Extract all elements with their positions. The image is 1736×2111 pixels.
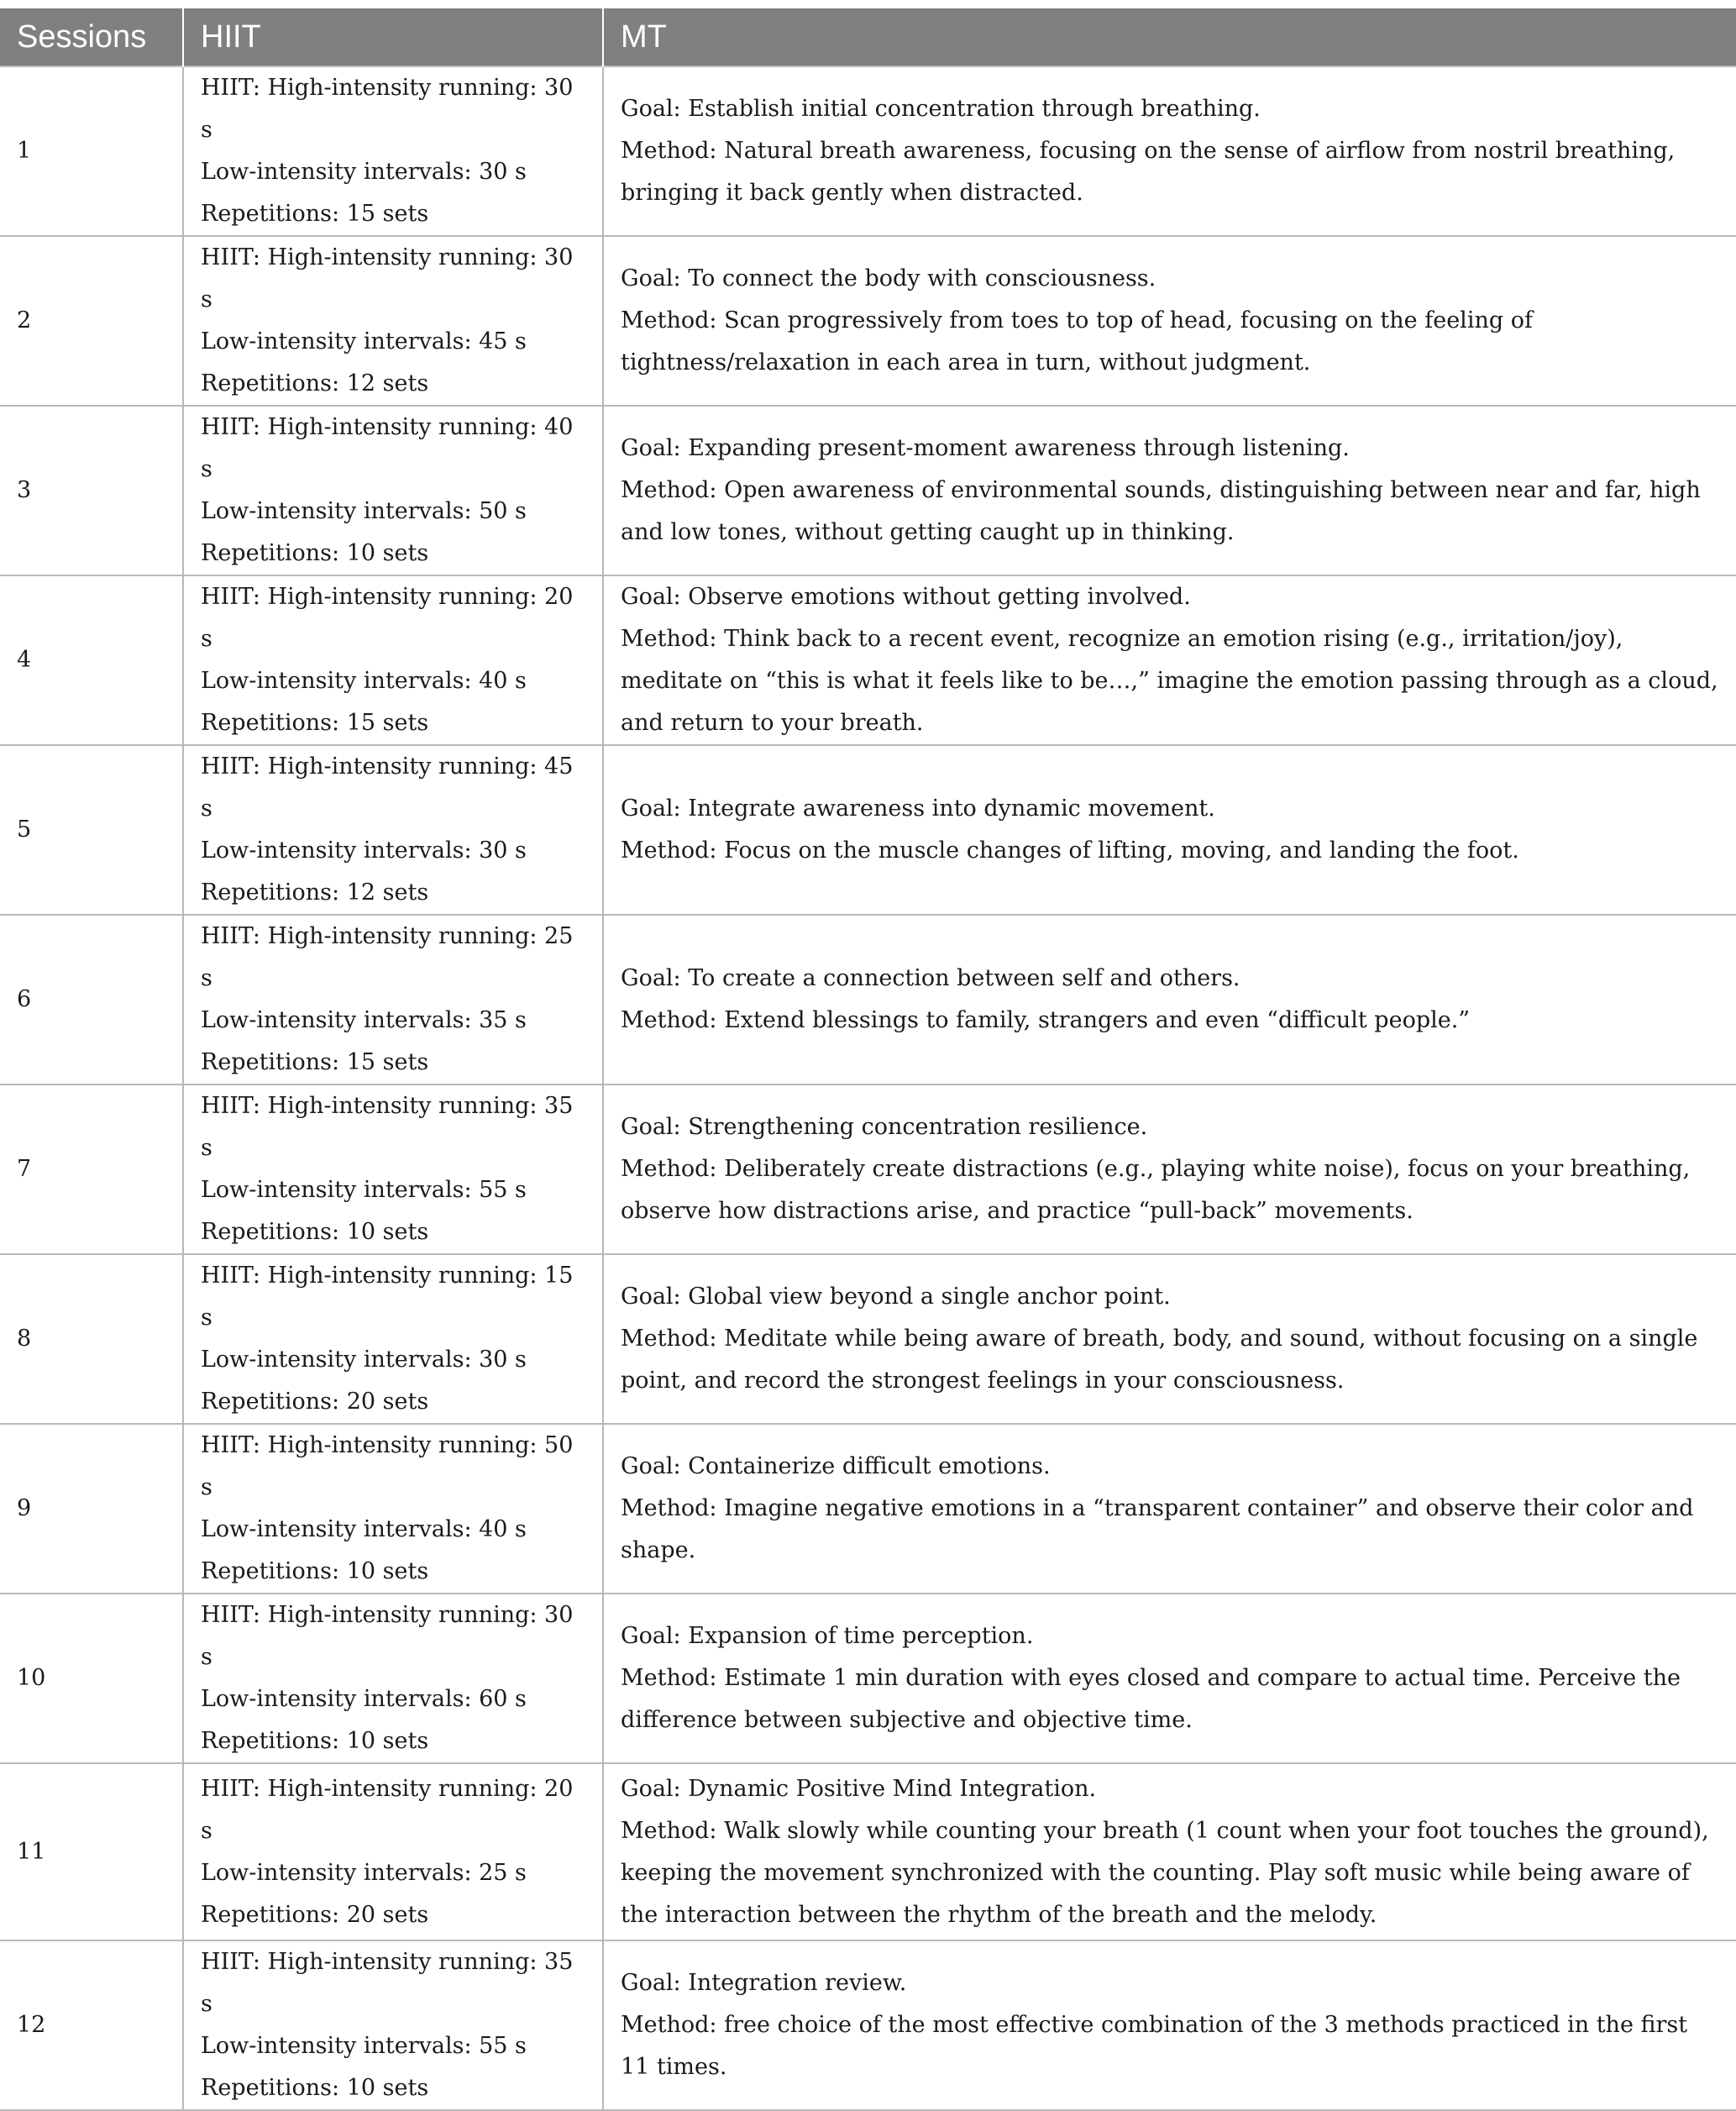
hiit-low-intensity: Low-intensity intervals: 35 s [201,1007,527,1033]
mt-goal: Goal: Expanding present-moment awareness through listening. [621,435,1350,461]
hiit-low-intensity: Low-intensity intervals: 30 s [201,1347,527,1373]
hiit-repetitions: Repetitions: 10 sets [201,1728,429,1754]
mt-cell [603,915,1736,1084]
hiit-low-intensity: Low-intensity intervals: 60 s [201,1686,527,1712]
session-number: 12 [0,1940,183,2110]
table-row [0,575,1736,745]
hiit-repetitions: Repetitions: 10 sets [201,1219,429,1245]
session-number: 5 [0,745,183,915]
hiit-low-intensity: Low-intensity intervals: 45 s [201,328,527,354]
mt-method: Method: Imagine negative emotions in a “transparent container” and observe their color and shape. [621,1495,1694,1563]
hiit-repetitions: Repetitions: 12 sets [201,880,429,906]
mt-goal: Goal: Establish initial concentration through breathing. [621,96,1261,122]
mt-cell [603,66,1736,236]
mt-method: Method: Focus on the muscle changes of lifting, moving, and landing the foot. [621,838,1519,864]
header-mt: MT [603,8,1736,66]
hiit-low-intensity: Low-intensity intervals: 55 s [201,1177,527,1203]
mt-goal: Goal: Containerize difficult emotions. [621,1453,1051,1479]
mt-cell [603,1594,1736,1763]
mt-method: Method: Meditate while being aware of breath, body, and sound, without focusing on a single point, and record the strongest feelings in your consciousness. [621,1326,1698,1394]
hiit-high-intensity: HIIT: High-intensity running: 50 s [201,1432,574,1500]
hiit-high-intensity: HIIT: High-intensity running: 35 s [201,1949,574,2017]
hiit-cell [183,1254,603,1424]
table-row [0,1424,1736,1594]
mt-cell [603,1763,1736,1940]
mt-method: Method: Open awareness of environmental sounds, distinguishing between near and far, high and low tones, without getting caught up in thinking. [621,477,1701,545]
hiit-high-intensity: HIIT: High-intensity running: 30 s [201,244,574,312]
mt-goal: Goal: Expansion of time perception. [621,1623,1034,1649]
mt-method: Method: Extend blessings to family, strangers and even “difficult people.” [621,1007,1471,1033]
mt-cell [603,1254,1736,1424]
hiit-repetitions: Repetitions: 15 sets [201,201,429,227]
hiit-cell [183,915,603,1084]
hiit-high-intensity: HIIT: High-intensity running: 45 s [201,754,574,822]
hiit-low-intensity: Low-intensity intervals: 40 s [201,668,527,694]
session-number: 2 [0,236,183,406]
hiit-low-intensity: Low-intensity intervals: 50 s [201,498,527,524]
hiit-repetitions: Repetitions: 20 sets [201,1389,429,1415]
table-row [0,1594,1736,1763]
hiit-high-intensity: HIIT: High-intensity running: 20 s [201,1775,574,1844]
hiit-high-intensity: HIIT: High-intensity running: 30 s [201,1602,574,1670]
header-hiit: HIIT [183,8,603,66]
session-number: 4 [0,575,183,745]
hiit-high-intensity: HIIT: High-intensity running: 35 s [201,1093,574,1161]
hiit-repetitions: Repetitions: 20 sets [201,1901,429,1928]
hiit-cell [183,236,603,406]
mt-goal: Goal: Dynamic Positive Mind Integration. [621,1775,1097,1802]
mt-goal: Goal: To create a connection between self and others. [621,965,1240,991]
hiit-low-intensity: Low-intensity intervals: 25 s [201,1859,527,1886]
session-number: 7 [0,1084,183,1254]
hiit-repetitions: Repetitions: 10 sets [201,540,429,566]
hiit-cell [183,1084,603,1254]
mt-method: Method: Deliberately create distractions (e.g., playing white noise), focus on your breathing, observe how distractions arise, and practice “pull-back” movements. [621,1156,1691,1224]
table-row [0,915,1736,1084]
table-row [0,1084,1736,1254]
mt-cell [603,1084,1736,1254]
mt-cell [603,575,1736,745]
mt-method: Method: Think back to a recent event, recognize an emotion rising (e.g., irritation/joy), meditate on “this is what it feels like to be…,” imagine the emotion passing through as a cloud, and return to your breath. [621,626,1718,736]
mt-goal: Goal: To connect the body with consciousness. [621,265,1156,291]
header-row [0,8,1736,66]
session-number: 11 [0,1763,183,1940]
mt-method: Method: Estimate 1 min duration with eyes closed and compare to actual time. Perceive the difference between subjective and objective time. [621,1665,1681,1733]
table-row [0,1763,1736,1940]
mt-goal: Goal: Integrate awareness into dynamic movement. [621,796,1215,822]
hiit-cell [183,745,603,915]
session-number: 9 [0,1424,183,1594]
hiit-high-intensity: HIIT: High-intensity running: 30 s [201,75,574,143]
header-sessions: Sessions [0,8,183,66]
hiit-cell [183,1940,603,2110]
mt-method: Method: Scan progressively from toes to top of head, focusing on the feeling of tightness/relaxation in each area in turn, without judgment. [621,307,1533,375]
table-row [0,236,1736,406]
mt-cell [603,1940,1736,2110]
hiit-cell [183,1424,603,1594]
hiit-cell [183,1763,603,1940]
session-number: 8 [0,1254,183,1424]
mt-cell [603,236,1736,406]
table-row [0,66,1736,236]
mt-method: Method: free choice of the most effective combination of the 3 methods practiced in the first 11 times. [621,2012,1688,2080]
hiit-repetitions: Repetitions: 12 sets [201,370,429,396]
table-row [0,1254,1736,1424]
mt-goal: Goal: Integration review. [621,1970,907,1996]
hiit-high-intensity: HIIT: High-intensity running: 15 s [201,1263,574,1331]
mt-cell [603,406,1736,575]
hiit-low-intensity: Low-intensity intervals: 30 s [201,159,527,185]
table-row [0,406,1736,575]
mt-method: Method: Natural breath awareness, focusing on the sense of airflow from nostril breathing, bringing it back gently when distracted. [621,138,1676,206]
mt-goal: Goal: Global view beyond a single anchor point. [621,1284,1171,1310]
hiit-low-intensity: Low-intensity intervals: 40 s [201,1516,527,1542]
table-row [0,1940,1736,2110]
hiit-cell [183,66,603,236]
session-number: 1 [0,66,183,236]
hiit-repetitions: Repetitions: 10 sets [201,1558,429,1584]
hiit-cell [183,575,603,745]
session-number: 10 [0,1594,183,1763]
session-number: 3 [0,406,183,575]
hiit-high-intensity: HIIT: High-intensity running: 40 s [201,414,574,482]
mt-method: Method: Walk slowly while counting your breath (1 count when your foot touches the ground), keeping the movement synchronized with the counting. Play soft music while being aware of the interaction between the rhythm of the breath and the melody. [621,1817,1709,1928]
hiit-cell [183,406,603,575]
mt-cell [603,1424,1736,1594]
hiit-repetitions: Repetitions: 15 sets [201,1049,429,1075]
mt-goal: Goal: Observe emotions without getting involved. [621,584,1191,610]
table-row [0,745,1736,915]
session-number: 6 [0,915,183,1084]
mt-cell [603,745,1736,915]
hiit-repetitions: Repetitions: 10 sets [201,2075,429,2101]
hiit-high-intensity: HIIT: High-intensity running: 25 s [201,923,574,991]
protocol-table [0,8,1736,2111]
mt-goal: Goal: Strengthening concentration resilience. [621,1114,1148,1140]
hiit-cell [183,1594,603,1763]
hiit-low-intensity: Low-intensity intervals: 55 s [201,2033,527,2059]
hiit-high-intensity: HIIT: High-intensity running: 20 s [201,584,574,652]
hiit-low-intensity: Low-intensity intervals: 30 s [201,838,527,864]
hiit-repetitions: Repetitions: 15 sets [201,710,429,736]
